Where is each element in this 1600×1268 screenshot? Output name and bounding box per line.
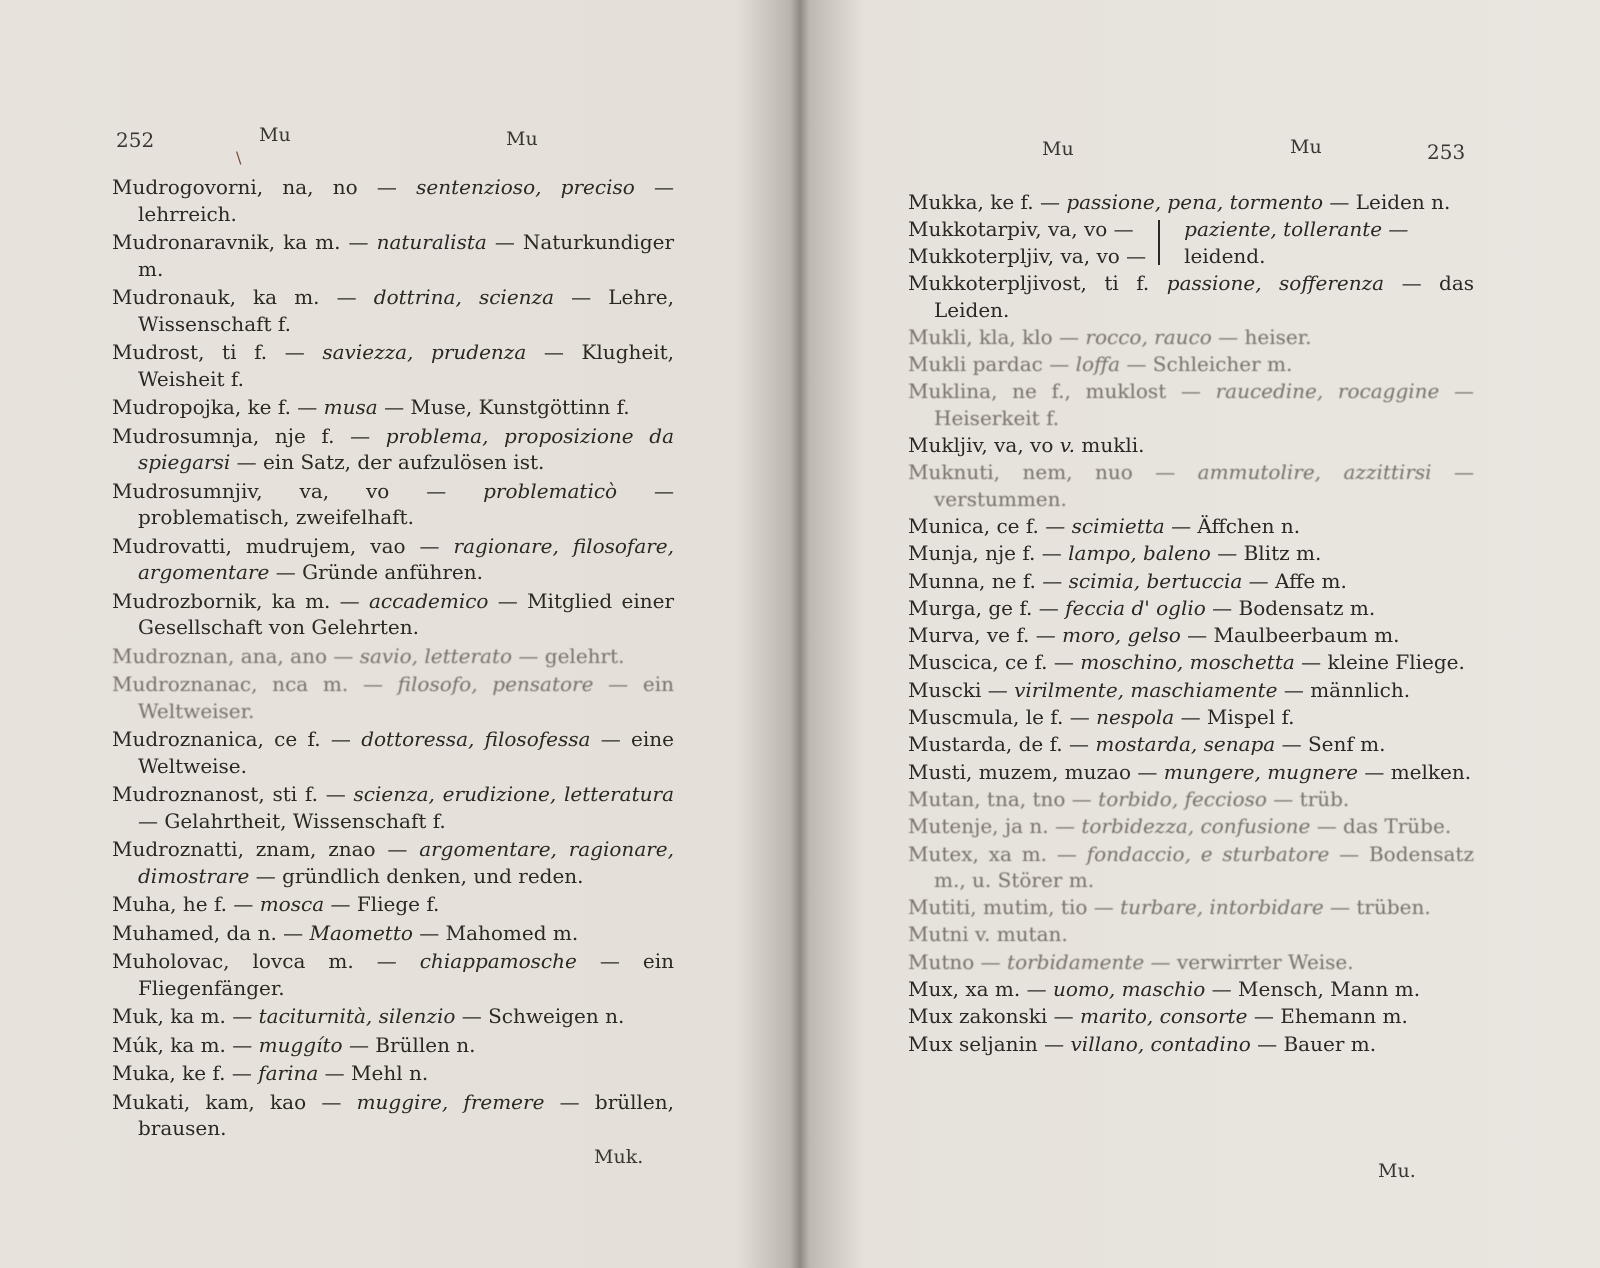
entry-headword: Mudrogovorni, na, no —	[112, 175, 397, 199]
running-head-left: Mu	[259, 124, 291, 146]
entry-italian: muggire, fremere	[356, 1089, 545, 1114]
entry-headword: Mukli pardac —	[908, 352, 1070, 377]
entry-italian: farina	[258, 1061, 319, 1085]
entry-german: — problematisch, zweifelhaft.	[138, 478, 674, 529]
dictionary-entry	[112, 643, 674, 670]
entry-headword: Musti, muzem, muzao —	[908, 759, 1158, 784]
right-page	[800, 0, 1600, 1268]
entry-german: — Naturkundiger m.	[138, 230, 675, 281]
entry-german: — Fliege f.	[330, 892, 440, 916]
entry-headword: Mudrosumnja, nje f. —	[112, 423, 371, 448]
entry-headword: Mukkoterpljivost, ti f.	[908, 271, 1150, 296]
dictionary-entry	[908, 841, 1474, 894]
entry-german: — verstummen.	[934, 460, 1474, 511]
entry-italian: naturalista	[376, 230, 487, 254]
entry-headword: Muknuti, nem, nuo —	[908, 460, 1176, 485]
entry-german: — gelehrt.	[518, 643, 625, 668]
entry-german: — Gründe anführen.	[275, 560, 483, 584]
entry-headword: Muha, he f. —	[112, 892, 254, 916]
entry-italian: feccia d' oglio	[1065, 595, 1206, 620]
entry-headword: Mudroznanica, ce f. —	[112, 727, 351, 751]
dictionary-entry	[112, 284, 674, 337]
entry-german: — kleine Fliege.	[1301, 650, 1465, 675]
entry-headword: Murva, ve f. —	[908, 623, 1056, 648]
dictionary-entries-right	[908, 189, 1474, 1058]
entry-italian: mostarda, senapa	[1095, 732, 1276, 757]
entry-headword: Mukkoterpljiv, va, vo —	[908, 243, 1147, 268]
entry-headword: Muscki —	[908, 677, 1008, 702]
dictionary-entry	[908, 1031, 1474, 1057]
dictionary-entry	[908, 622, 1474, 648]
entry-german: — trüb.	[1273, 786, 1350, 811]
entry-german: — Senf m.	[1281, 732, 1386, 757]
entry-italian: saviezza, prudenza	[322, 340, 527, 364]
brace	[1158, 220, 1174, 265]
dictionary-entry	[112, 781, 674, 834]
entry-headword: Mukli, kla, klo —	[908, 324, 1080, 349]
entry-italian: ragionare, filosofare, argomentare	[138, 533, 674, 584]
dictionary-entry-group	[908, 216, 1474, 269]
dictionary-entry	[908, 894, 1474, 920]
entry-italian: turbare, intorbidare	[1120, 895, 1324, 920]
entry-german: leidend.	[1184, 243, 1266, 268]
entry-headword: Muk, ka m. —	[112, 1004, 253, 1028]
dictionary-entry	[908, 704, 1474, 730]
entry-german: — Mitglied einer Gesellschaft von Gelehrten.	[138, 588, 675, 639]
entry-german: — Bodensatz m., u. Störer m.	[934, 841, 1475, 892]
entry-headword: Mukkotarpiv, va, vo —	[908, 217, 1134, 242]
dictionary-entry	[908, 1003, 1474, 1029]
entry-german: — männlich.	[1283, 677, 1411, 702]
dictionary-entry	[112, 671, 674, 724]
entry-italian: moro, gelso	[1062, 623, 1181, 648]
entry-italian: torbidamente	[1007, 949, 1145, 974]
entry-italian: nespola	[1096, 705, 1175, 730]
entry-german: — brüllen, brausen.	[138, 1089, 674, 1140]
catchword: Mu.	[1378, 1160, 1416, 1182]
entry-headword: Munica, ce f. —	[908, 513, 1066, 538]
entry-italian: ammutolire, azzittirsi	[1197, 460, 1432, 485]
entry-italian: scimietta	[1071, 513, 1165, 538]
dictionary-entry	[908, 949, 1474, 975]
entry-headword: Muscmula, le f. —	[908, 705, 1090, 730]
entry-headword: Mudroznan, ana, ano —	[112, 643, 354, 668]
entry-italian: argomentare, ragionare, dimostrare	[138, 837, 674, 888]
dictionary-entry	[112, 891, 674, 918]
entry-headword: Mukka, ke f. —	[908, 190, 1060, 214]
entry-headword: Muhamed, da n. —	[112, 920, 304, 945]
entry-italian: virilmente, maschiamente	[1014, 677, 1278, 702]
entry-italian: raucedine, rocaggine	[1215, 379, 1440, 404]
entry-italian: marito, consorte	[1080, 1004, 1248, 1029]
entry-headword: Murga, ge f. —	[908, 595, 1059, 620]
entry-headword: Mustarda, de f. —	[908, 732, 1089, 757]
entry-italian: mosca	[259, 892, 325, 916]
dictionary-entries-left	[112, 174, 674, 1144]
entry-italian: paziente, tollerante —	[1184, 217, 1409, 242]
dictionary-entry	[908, 378, 1474, 431]
entry-italian: taciturnità, silenzio	[258, 1004, 456, 1028]
entry-italian: scimia, bertuccia	[1068, 568, 1243, 593]
entry-italian: problematicò	[483, 478, 618, 503]
entry-headword: Mudroznatti, znam, znao —	[112, 837, 408, 861]
entry-headword: Mudroznanost, sti f. —	[112, 782, 346, 806]
dictionary-entry	[112, 948, 674, 1001]
entry-italian: accademico	[368, 588, 489, 613]
entry-german: — Brüllen n.	[348, 1032, 476, 1057]
entry-german: — gründlich denken, und reden.	[255, 863, 584, 888]
dictionary-entry	[908, 731, 1474, 757]
page-number: 252	[116, 128, 155, 152]
dictionary-entry	[112, 1032, 674, 1059]
entry-german: — Ehemann m.	[1253, 1004, 1408, 1029]
entry-german: — Schweigen n.	[461, 1004, 625, 1028]
dictionary-entry	[908, 270, 1474, 323]
entry-italian: Maometto	[309, 920, 413, 945]
entry-headword: Mux zakonski —	[908, 1004, 1074, 1029]
entry-german: — Muse, Kunstgöttinn f.	[384, 395, 630, 419]
entry-italian: musa	[323, 395, 378, 419]
entry-german: — Mahomed m.	[419, 920, 579, 945]
entry-german: — Affe m.	[1248, 568, 1347, 593]
entry-headword: Mutenje, ja n. —	[908, 814, 1075, 839]
entry-german: — Äffchen n.	[1171, 513, 1301, 538]
entry-headword: Muholovac, lovca m. —	[112, 949, 397, 973]
entry-headword: Muka, ke f. —	[112, 1061, 252, 1085]
entry-german: — ein Satz, der aufzulösen ist.	[236, 450, 545, 474]
entry-german: — trüben.	[1330, 895, 1431, 920]
catchword: Muk.	[594, 1146, 644, 1168]
entry-german: — ein Weltweiser.	[138, 672, 674, 723]
dictionary-entry	[112, 726, 674, 779]
entry-german: lehrreich.	[138, 201, 237, 226]
entry-german: mutan.	[996, 922, 1068, 947]
entry-headword: Mutni v.	[908, 922, 991, 947]
entry-italian: uomo, maschio	[1052, 977, 1206, 1002]
dictionary-entry	[908, 786, 1474, 812]
entry-german: — verwirrter Weise.	[1150, 949, 1354, 974]
entry-german: — das Leiden.	[934, 271, 1475, 322]
entry-italian: passione, sofferenza	[1166, 271, 1385, 296]
entry-headword: Mudronaravnik, ka m. —	[112, 230, 369, 254]
dictionary-entry	[908, 351, 1474, 377]
entry-headword: Munja, nje f. —	[908, 541, 1062, 566]
dictionary-entry	[112, 478, 674, 531]
dictionary-entry	[908, 459, 1474, 512]
entry-headword: Mudropojka, ke f. —	[112, 395, 318, 419]
entry-italian: torbidezza, confusione	[1081, 814, 1311, 839]
entry-german: — Klugheit, Weisheit f.	[138, 340, 674, 391]
dictionary-entry	[112, 339, 674, 392]
entry-italian: passione, pena, tormento	[1066, 190, 1323, 214]
dictionary-entry	[908, 568, 1474, 594]
entry-headword: Mudrozbornik, ka m. —	[112, 588, 360, 613]
entry-headword: Mutiti, mutim, tio —	[908, 895, 1114, 920]
dictionary-entry	[112, 920, 674, 947]
entry-headword: Mudrovatti, mudrujem, vao —	[112, 533, 440, 558]
dictionary-entry	[112, 174, 674, 227]
entry-german: — Bodensatz m.	[1212, 595, 1376, 620]
dictionary-entry	[112, 394, 674, 421]
left-page	[0, 0, 792, 1268]
entry-headword: Munna, ne f. —	[908, 568, 1063, 593]
entry-italian: filosofo, pensatore	[397, 672, 594, 696]
entry-german: — melken.	[1364, 759, 1472, 784]
page-number: 253	[1427, 140, 1466, 164]
dictionary-entry	[908, 677, 1474, 703]
dictionary-entry	[908, 540, 1474, 566]
running-head-right: Mu	[506, 128, 538, 150]
entry-italian: lampo, baleno	[1068, 541, 1211, 566]
entry-headword: Mux, xa m. —	[908, 977, 1047, 1002]
entry-italian: rocco, rauco	[1085, 324, 1212, 349]
entry-german: — Schleicher m.	[1126, 352, 1293, 377]
entry-headword: Mutno —	[908, 949, 1001, 974]
entry-german: — Gelahrtheit, Wissenschaft f.	[138, 808, 446, 833]
entry-german: — Lehre, Wissenschaft f.	[138, 285, 674, 336]
entry-headword: Mukljiv, va, vo	[908, 433, 1054, 458]
running-head-left: Mu	[1042, 138, 1074, 160]
entry-italian: sentenzioso, preciso —	[416, 175, 674, 199]
entry-headword: Mudrost, ti f. —	[112, 340, 305, 364]
entry-italian: scienza, erudizione, letteratura	[353, 782, 674, 806]
entry-headword: Mudrosumnjiv, va, vo —	[112, 478, 447, 503]
dictionary-entry	[112, 836, 674, 889]
entry-german: — Mispel f.	[1180, 705, 1295, 730]
dictionary-entry	[908, 513, 1474, 539]
dictionary-entry	[112, 1089, 674, 1142]
entry-headword: Mukati, kam, kao —	[112, 1089, 342, 1114]
entry-italian: problema, proposizione da spiegarsi	[138, 423, 675, 474]
entry-headword: Mux seljanin —	[908, 1031, 1065, 1056]
entry-italian: dottrina, scienza	[373, 285, 554, 309]
entry-headword: Mudronauk, ka m. —	[112, 285, 357, 309]
dictionary-entry	[112, 1060, 674, 1087]
entry-headword: Muscica, ce f. —	[908, 650, 1074, 675]
entry-italian: torbido, feccioso	[1098, 786, 1267, 811]
entry-german: — Leiden n.	[1329, 190, 1451, 214]
entry-german: — heiser.	[1218, 324, 1312, 349]
dictionary-entry	[112, 229, 674, 282]
dictionary-entry	[112, 423, 674, 476]
dictionary-entry	[908, 189, 1474, 215]
entry-german: — ein Fliegenfänger.	[138, 949, 674, 1000]
dictionary-entry	[112, 533, 674, 586]
entry-italian: v.	[1059, 433, 1076, 458]
entry-italian: fondaccio, e sturbatore	[1086, 841, 1330, 866]
dictionary-entry	[908, 976, 1474, 1002]
entry-german: — Mehl n.	[324, 1061, 429, 1085]
dictionary-entry	[908, 921, 1474, 947]
dictionary-entry	[112, 588, 674, 641]
ink-mark: \	[236, 148, 242, 167]
dictionary-entry	[908, 595, 1474, 621]
entry-german: — eine Weltweise.	[138, 727, 675, 778]
entry-italian: moschino, moschetta	[1080, 650, 1295, 675]
entry-headword: Mutan, tna, tno —	[908, 786, 1092, 811]
dictionary-entry	[908, 432, 1474, 458]
entry-german: — Maulbeerbaum m.	[1187, 623, 1400, 648]
entry-italian: savio, letterato	[359, 643, 513, 668]
dictionary-entry	[908, 813, 1474, 839]
entry-german: — das Trübe.	[1316, 814, 1452, 839]
dictionary-entry	[112, 1003, 674, 1030]
entry-german: — Mensch, Mann m.	[1211, 977, 1421, 1002]
entry-headword: Mutex, xa m. —	[908, 841, 1077, 866]
entry-german: — Heiserkeit f.	[934, 379, 1475, 430]
entry-headword: Múk, ka m. —	[112, 1032, 253, 1057]
dictionary-entry	[908, 759, 1474, 785]
entry-italian: dottoressa, filosofessa	[361, 727, 591, 751]
entry-italian: mungere, mugnere	[1163, 759, 1358, 784]
entry-italian: chiappamosche	[419, 949, 577, 973]
entry-italian: villano, contadino	[1070, 1031, 1251, 1056]
entry-german: — Bauer m.	[1257, 1031, 1377, 1056]
entry-italian: muggíto	[258, 1032, 343, 1057]
entry-german: — Blitz m.	[1217, 541, 1322, 566]
dictionary-entry	[908, 324, 1474, 350]
entry-headword: Mudroznanac, nca m. —	[112, 672, 383, 696]
entry-headword: Muklina, ne f., muklost —	[908, 379, 1201, 404]
dictionary-entry	[908, 649, 1474, 675]
entry-italian: loffa	[1075, 352, 1121, 377]
running-head-right: Mu	[1290, 136, 1322, 158]
entry-german: mukli.	[1081, 433, 1145, 458]
